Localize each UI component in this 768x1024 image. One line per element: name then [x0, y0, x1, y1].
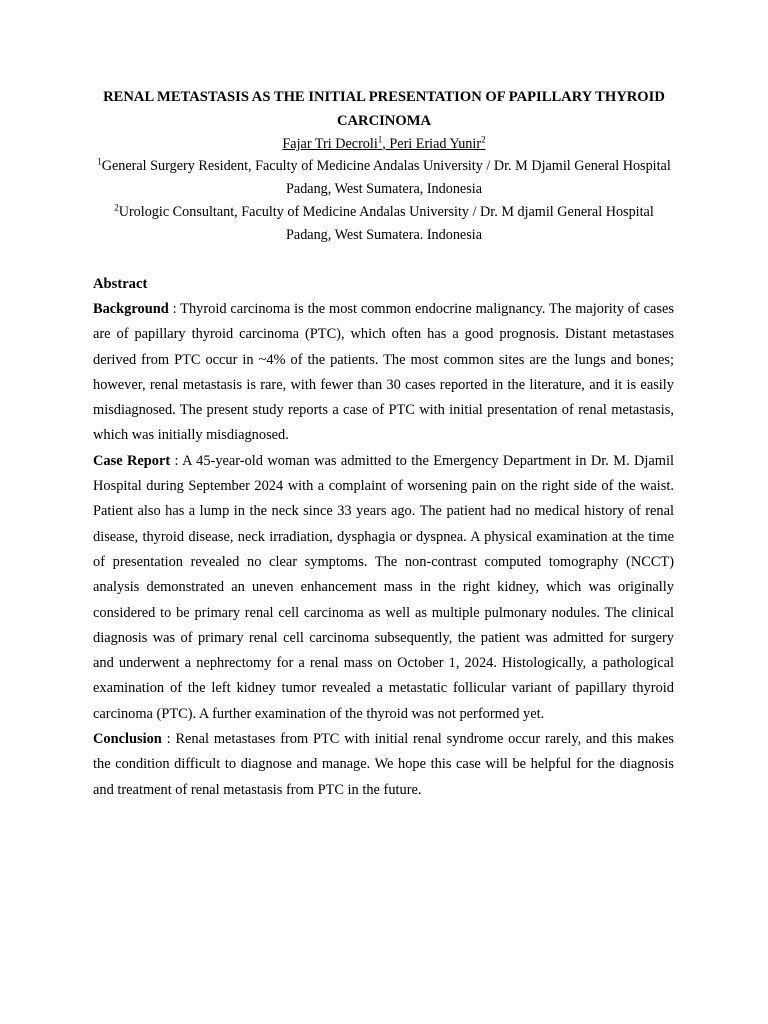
- section-separator: :: [170, 452, 183, 469]
- affiliation-2: [93, 201, 675, 247]
- affiliation-text: Urologic Consultant, Faculty of Medicine Andalas University / Dr. M djamil General Hospital Padang, West Sumatera. Indonesia: [118, 204, 654, 243]
- section-text: Thyroid carcinoma is the most common endocrine malignancy. The majority of cases are of papillary thyroid carcinoma (PTC), which often has a good prognosis. Distant metastases derived from PTC occur in ~4% of the patients. The most common sites are the lungs and bones; however, renal metastasis is rare, with fewer than 30 cases reported in the literature, and it is easily misdiagnosed. The present study reports a case of PTC with initial presentation of renal metastasis, which was initially misdiagnosed.: [93, 301, 675, 444]
- section-separator: :: [168, 301, 181, 317]
- section-label: Case Report: [93, 452, 171, 469]
- abstract-section: [93, 272, 674, 803]
- author-affiliation-mark: 2: [481, 134, 486, 145]
- section-text: Renal metastases from PTC with initial renal syndrome occur rarely, and this makes the condition difficult to diagnose and manage. We hope this case will be helpful for the diagnosis and treatment of renal metastasis from PTC in the future.: [93, 731, 674, 798]
- abstract-heading: Abstract: [93, 276, 148, 292]
- section-label: Conclusion: [93, 731, 162, 748]
- author-name: Fajar Tri Decroli: [282, 136, 378, 152]
- section-label: Background: [93, 301, 169, 317]
- affiliation-text: General Surgery Resident, Faculty of Medicine Andalas University / Dr. M Djamil General Hospital Padang, West Sumatera, Indonesia: [101, 158, 671, 197]
- affiliation-mark: 1: [97, 156, 102, 167]
- background-paragraph: [93, 297, 674, 449]
- section-text: A 45-year-old woman was admitted to the Emergency Department in Dr. M. Djamil Hospital during September 2024 with a complaint of worsening pain on the right side of the waist. Patient also has a lump in the neck since 33 years ago. The patient had no medical history of renal disease, thyroid disease, neck irradiation, dysphagia or dyspnea. A physical examination at the time of presentation revealed no clear symptoms. The non-contrast computed tomography (NCCT) analysis demonstrated an uneven enhancement mass in the right kidney, which was originally considered to be primary renal cell carcinoma as well as multiple pulmonary nodules. The clinical diagnosis was of primary renal cell carcinoma subsequently, the patient was admitted for surgery and underwent a nephrectomy for a renal mass on October 1, 2024. Histologically, a pathological examination of the left kidney tumor revealed a metastatic follicular variant of papillary thyroid carcinoma (PTC). A further examination of the thyroid was not performed yet.: [93, 452, 674, 722]
- conclusion-paragraph: [93, 727, 674, 803]
- affiliation-mark: 2: [114, 202, 119, 213]
- paper-title: RENAL METASTASIS AS THE INITIAL PRESENTATION OF PAPILLARY THYROID CARCINOMA: [103, 89, 665, 129]
- author-separator: ,: [382, 136, 390, 152]
- author-affiliation-mark: 1: [377, 134, 383, 145]
- author-name: Peri Eriad Yunir: [389, 136, 482, 152]
- paper-header: [93, 85, 675, 247]
- author-list: [93, 133, 675, 155]
- affiliation-1: [93, 155, 675, 201]
- case-report-paragraph: [93, 449, 674, 727]
- section-separator: :: [161, 731, 176, 748]
